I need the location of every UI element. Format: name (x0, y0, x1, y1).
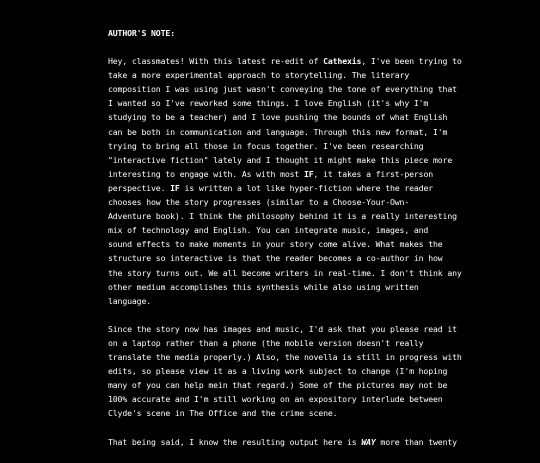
text-span: is written a lot like hyper-fiction where the reader (179, 182, 434, 193)
if-abbreviation: IF (170, 182, 180, 193)
text-line: take a more experimental approach to storytelling. The literary (108, 70, 410, 81)
note-paragraph-3 (108, 435, 458, 449)
story-title: Cathexis (323, 56, 362, 67)
text-line: language. (108, 295, 152, 306)
text-line: mix of technology and English. You can integrate music, images, and (108, 225, 429, 236)
text-line: "interactive fiction" lately and I thought it might make this piece more (108, 154, 453, 165)
text-line (108, 167, 458, 181)
text-span: perspective. (108, 182, 171, 193)
text-span: , it takes a first-person (313, 168, 433, 179)
text-line: sound effects to make moments in your story come alive. What makes the (108, 239, 443, 250)
text-line: 100% accurate and I'm still working on an expository interlude between (108, 394, 443, 405)
text-line: Clyde's scene in The Office and the crime scene. (108, 408, 338, 419)
text-span: interesting to engage with. As with most (108, 168, 304, 179)
text-line: I wanted so I've reworked some things. I love English (it's why I'm (108, 98, 429, 109)
text-line (108, 435, 458, 449)
text-line: can be both in communication and language. Through this new format, I'm (108, 126, 448, 137)
text-line: other medium accomplishes this synthesis while also using written (108, 281, 419, 292)
text-line: Since the story now has images and music, I'd ask that you please read it (108, 323, 457, 334)
text-line: the story turns out. We all become writers in real-time. I don't think any (108, 267, 462, 278)
text-line (108, 54, 462, 68)
text-line: many of you can help mein that regard.) Some of the pictures may not be (108, 380, 448, 391)
text-line: trying to bring all those in focus together. I've been researching (108, 140, 424, 151)
text-line: studying to be a teacher) and I love pushing the bounds of what English (108, 112, 448, 123)
note-paragraph-2 (108, 322, 462, 421)
text-span: That being said, I know the resulting output here is (108, 436, 362, 447)
text-line: chooses how the story progresses (similar to a Choose-Your-Own- (108, 197, 410, 208)
text-line: composition I was using just wasn't conveying the tone of everything that (108, 84, 457, 95)
text-line: edits, so please view it as a living work subject to change (I'm hoping (108, 366, 448, 377)
note-heading: AUTHOR'S NOTE: (108, 28, 175, 38)
emphasis-way: WAY (361, 436, 376, 447)
authors-note (108, 26, 462, 463)
text-line: translate the media properly.) Also, the novella is still in progress with (108, 352, 462, 363)
text-span: Hey, classmates! With this latest re-edit of (108, 56, 324, 67)
if-abbreviation: IF (303, 168, 314, 179)
note-paragraph-1 (108, 54, 462, 308)
text-line: structure so interactive is that the reader becomes a co-author in how (108, 253, 443, 264)
text-span: , I've been trying to (361, 56, 462, 67)
text-line (108, 181, 458, 195)
text-span: more than twenty (375, 436, 457, 447)
text-line: Adventure book). I think the philosophy behind it is a really interesting (108, 211, 457, 222)
text-line: on a laptop rather than a phone (the mobile version doesn't really (108, 337, 424, 348)
